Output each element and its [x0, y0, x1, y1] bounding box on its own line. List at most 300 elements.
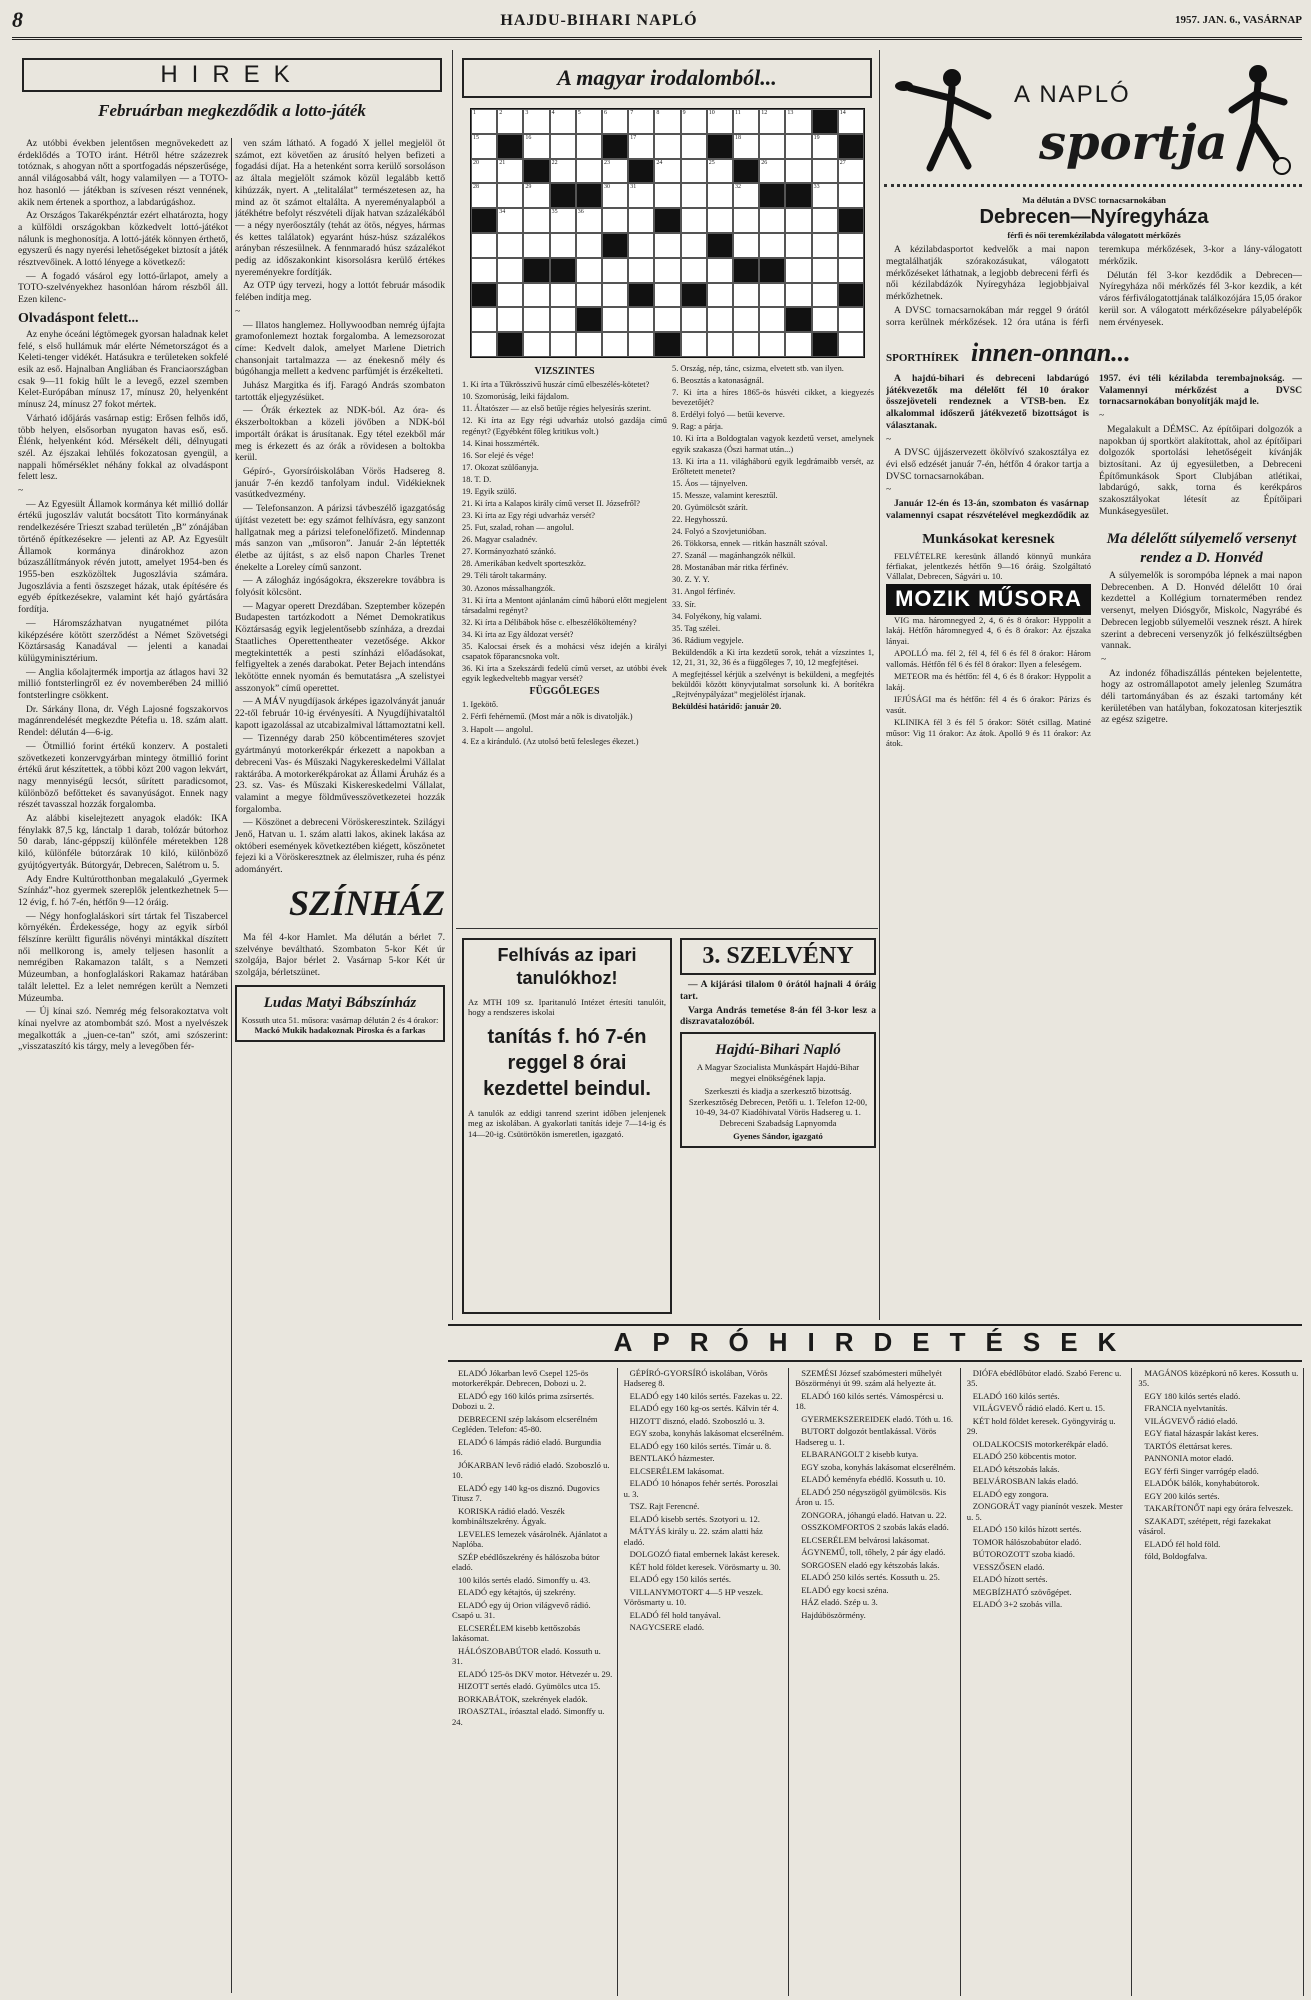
mozi-entry: METEOR ma és hétfőn: fél 4, 6 és 8 órakor: Hyppolit a lakáj. — [886, 671, 1091, 692]
crossword-clue: 28. Amerikában kedvelt sporteszköz. — [462, 559, 586, 569]
deadline: Beküldési határidő: január 20. — [672, 702, 782, 712]
crossword-cell — [550, 332, 576, 357]
crossword-cell — [550, 183, 576, 208]
classified-ad: ELADÓ keményfa ebédlő. Kossuth u. 10. — [801, 1474, 946, 1485]
classified-ad: ELADÓ 250 négyszögöl gyümölcsös. Kis Áron u. 15. — [795, 1486, 947, 1508]
crossword-cell — [602, 307, 628, 332]
classified-ad: ELADÓ fél hold föld. — [1144, 1538, 1221, 1549]
crossword-cell: 22 — [550, 159, 576, 184]
crossword-cell — [759, 307, 785, 332]
impressum-sub: A Magyar Szocialista Munkáspárt Hajdú-Bihar megyei elnökségének lapja. — [696, 1062, 860, 1083]
crossword-cell — [497, 134, 523, 159]
sport-lower — [886, 527, 1302, 750]
separator-tilde: ~ — [18, 485, 24, 497]
ludas-address: Kossuth utca 51. műsora: vasárnap délután 2 és 4 órakor: — [241, 1014, 439, 1025]
news-item: — A zálogház ingóságokra, ékszerekre továbbra is folyósít kölcsönt. — [235, 575, 445, 599]
news-item: Dr. Sárkány Ilona, dr. Végh Lajosné fogszakorvos magánrendelését megkezdte Pétefia u. 18. szám alatt. Rendel: délután 4—6-ig. — [18, 703, 228, 739]
crossword-cell: 12 — [759, 109, 785, 134]
sport-kicker: Ma délután a DVSC tornacsarnokában — [1022, 195, 1166, 205]
crossword-cell — [654, 208, 680, 233]
solution-note-2: A megfejtéssel kérjük a szelvényt is beküldeni, a megfejtés beküldői között könyvjutalmat sorsolunk ki. A borítékra „Rejtvénypályázat” megjelölést írjanak. — [672, 670, 874, 700]
classified-ad: ELADÓ egy 160 kilós sertés. Tímár u. 8. — [629, 1440, 772, 1451]
classified-ad: KORISKA rádió eladó. Veszék kombináltszekrény. Ágyak. — [452, 1505, 565, 1527]
crossword-cell — [471, 258, 497, 283]
sport-paragraph: A kézilabdasportot kedvelők a mai napon megtalálhatják szórakozásukat, válogatott mérkőzéseket láthatnak, a legjobb debreceni férfi és női kézilabdázók Nyíregyháza legjobbjaival mérkőzhetnek. — [886, 244, 1089, 303]
mozi-entry: VIG ma. háromnegyed 2, 4, 6 és 8 órakor: Hyppolit a lakáj. Hétfőn háromnegyed 4, 6 és 8 órakor: Az éjszaka lányai. — [886, 614, 1091, 646]
classified-ad: BUTORT dolgozót bentlakással. Vörös Hadsereg u. 1. — [795, 1426, 937, 1447]
crossword-cell — [628, 258, 654, 283]
crossword-cell: 6 — [602, 109, 628, 134]
crossword-cell — [785, 159, 811, 184]
crossword-clue: 26. Tökkorsa, ennek — ritkán használt szóval. — [672, 539, 828, 549]
classified-ad: HÁLÓSZOBABÚTOR eladó. Kossuth u. 31. — [452, 1645, 601, 1667]
szelveny-impressum-col — [680, 934, 876, 1319]
crossword-cell — [654, 233, 680, 258]
classified-ad: 100 kilós sertés eladó. Simonffy u. 43. — [458, 1574, 591, 1585]
crossword-clue: 15. Messze, valamint keresztűl. — [672, 490, 778, 500]
separator-tilde: ~ — [1099, 410, 1105, 422]
classified-ad: EGY 200 kilós sertés. — [1144, 1490, 1220, 1501]
crossword-cell — [812, 307, 838, 332]
crossword-cell: 27 — [838, 159, 864, 184]
sport-column — [886, 195, 1302, 1320]
impressum-title: Hajdú-Bihari Napló — [715, 1042, 841, 1059]
vizszintes-heading: VIZSZINTES — [534, 366, 595, 377]
crossword-cell — [628, 208, 654, 233]
sport-logo — [884, 52, 1302, 187]
separator-tilde: ~ — [886, 433, 892, 445]
crossword-cell — [523, 159, 549, 184]
article-paragraph: — A fogadó vásárol egy lottó-űrlapot, amely a TOTO-szelvényekhez hasonlóan három részből áll. Ezen kilenc- — [18, 270, 228, 306]
impressum-box — [680, 1032, 876, 1148]
crossword-cell — [681, 208, 707, 233]
sport-news-item: A DVSC újjászervezett ökölvívó szakosztálya ez évi első edzését január 7-én, hétfőn 4 órakor tartja a DVSC tornacsarnokában. — [886, 447, 1089, 482]
news-item: — Háromszázhatvan nyugatnémet pilóta kiképzésére kötött szerződést a Német Szövetségi Köztársaság Kanadával — jelenti a kanadai külügyminisztérium. — [18, 617, 228, 664]
crossword-clue: 21. Ki írta a Kalapos király című verset II. Józsefről? — [462, 498, 640, 508]
classified-ad: ELADÓ egy 150 kilós sertés. — [629, 1574, 732, 1585]
crossword-clue: 22. Hegyhosszú. — [672, 515, 728, 525]
classified-ad: ELADÓ 125-ös DKV motor. Hétvezér u. 29. — [458, 1668, 613, 1679]
sport-news-item: Megalakult a DÉMSC. Az építőipari dolgozók a napokban új sportkört alakítottak, ahol az építőipari dolgozók sportolási lehetőségeit kívánják biztosítani. Az új egyesületben, a Debreceni Építőmunkások Sport Clubjában atlétikai, labdarúgó, sakk, torna és kerékpáros szakosztályokat létesít az Építőipari Munkásegyesület. — [1099, 423, 1302, 517]
crossword-cell: 24 — [654, 159, 680, 184]
szinhaz-program: Ma fél 4-kor Hamlet. Ma délután a bérlet 7. szelvénye beváltható. Szombaton 5-kor Két úr szolgája, Bajor bérlet 2. Vasárnap 5-kor Két úr szolgája, bérletszünet. — [235, 931, 445, 978]
crossword-cell — [523, 258, 549, 283]
crossword-cell — [681, 183, 707, 208]
crossword-cell — [654, 134, 680, 159]
crossword-cell — [628, 307, 654, 332]
classified-ad: HÁZ eladó. Szép u. 3. — [801, 1597, 878, 1608]
crossword-cell — [550, 233, 576, 258]
classified-ad: MEGBÍZHATÓ szövőgépet. — [972, 1586, 1072, 1597]
classified-ad: TARTÓS élettársat keres. — [1144, 1440, 1233, 1451]
classified-ad: ZONGORÁT vagy pianínót veszek. Mester u. 5. — [966, 1501, 1123, 1522]
crossword-clue: 3. Hapolt — angolul. — [462, 724, 533, 734]
crossword-cell — [785, 208, 811, 233]
classified-ad: ELADÓ egy kétajtós, új szekrény. — [458, 1587, 576, 1598]
sport-logo-a: A NAPLÓ — [1014, 81, 1131, 108]
crossword-cell — [759, 233, 785, 258]
crossword-clue: 23. Ki írta az Egy régi udvarház versét? — [462, 511, 596, 521]
crossword-clue: 31. Ki írta a Mentont ajánlanám című háború előtt megjelent társadalmi regényt? — [462, 595, 667, 615]
classified-ad: KÉT hold földet keresek. Gyöngyvirág u. 29. — [966, 1415, 1116, 1437]
crossword-cell: 4 — [550, 109, 576, 134]
crossword-clue: 7. Ki írta a híres 1865-ös húsvéti cikket, a kiegyezés bevezetőjét? — [672, 388, 874, 408]
crossword-clue: 28. Mostanában már ritka férfinév. — [672, 563, 789, 573]
classified-ad: EGY fiatal házaspár lakást keres. — [1144, 1428, 1259, 1439]
crossword-cell — [838, 183, 864, 208]
crossword-cell — [576, 233, 602, 258]
crossword-clue: 11. Áltatószer — az első betűje régies helyesírás szerint. — [462, 404, 651, 414]
news-item: — A MÁV nyugdíjasok árképes igazolványát január 22-től február 10-ig érvényesíti. A Nyugdíjhivataltól kapott igazolással az utcabizalmival láttamoztatni kell. — [235, 696, 445, 731]
classified-ad: EGY férfi Singer varrógép eladó. — [1144, 1465, 1259, 1476]
crossword-cell: 16 — [523, 134, 549, 159]
crossword-cell: 33 — [812, 183, 838, 208]
sport-paragraph: A DVSC tornacsarnokában már reggel 9 órától sorra kerülnek mérkőzések. 12 óra utána is férfi teremkupa mérkőzések, 3-kor a lány-válogatott mérkőzik. — [886, 244, 1302, 328]
olvadas-headline: Olvadáspont felett... — [18, 310, 139, 326]
crossword-cell: 7 — [628, 109, 654, 134]
news-item: — Órák érkeztek az NDK-ból. Az óra- és ékszerboltokban a közeli jövőben a NDK-ból importált órákat is árusítanak. Egy tétel ezekből már meg is érkezett és az órák a rövidesen a boltokba kerül. — [235, 405, 445, 464]
mozi-entry: APOLLÓ ma. fél 2, fél 4, fél 6 és fél 8 órakor: Három vallomás. Hétfőn fél 6 és fél 8 órakor: Ilyen a feleségem. — [886, 648, 1091, 669]
irodalom-title: A magyar irodalomból... — [462, 58, 872, 98]
news-item: Gépíró-, Gyorsíróiskolában Vörös Hadsereg 8. január 7-én kezdő tanfolyam indul. Vidékieknek vasútkedvezmény. — [235, 465, 445, 501]
crossword-cell: 14 — [838, 109, 864, 134]
ludas-title: Ludas Matyi Bábszínház — [263, 994, 417, 1011]
crossword-grid — [470, 108, 865, 358]
crossword-clues-left — [462, 364, 667, 924]
classified-ad: ELADÓ egy zongora. — [972, 1488, 1049, 1499]
crossword-clues-right — [672, 364, 874, 924]
article-paragraph: ven szám látható. A fogadó X jellel megjelöl öt számot, ezt követően az árusító helyen befizeti a fogadási díjat. Ha a hetenként sorra kerülő sorsoláson az általa megjelölt számok közül legalább kettő kihúzzák, nyert. A „telitalálat” természetesen az, ha mind az öt számot eltalálta. A nyereményalapból a játékhétre befolyt részvételi díjak hatvan százalékából — a négy nyerőosztály (tehát az ötös, négyes, hármas és kettes találatok) egyaránt húsz-húsz százalékos arányban részesülnek. A fennmaradó húsz százalékot pedig az időszakonkint kisorsolásra kerülő értékes nyereményekre fordítják. — [235, 138, 445, 278]
innen-columns — [886, 373, 1302, 521]
crossword-cell — [681, 134, 707, 159]
crossword-cell — [602, 134, 628, 159]
crossword-cell — [602, 208, 628, 233]
crossword-clue: 27. Szanál — magánhangzók nélkül. — [672, 551, 796, 561]
crossword-cell — [838, 307, 864, 332]
hirek-column-2 — [235, 138, 445, 1998]
ad-column — [452, 1368, 618, 1996]
crossword-cell — [785, 258, 811, 283]
crossword-cell: 18 — [733, 134, 759, 159]
classified-ad: ELADÓ hízott sertés. — [972, 1574, 1048, 1585]
felhivas-box — [462, 934, 672, 1319]
crossword-clue: 5. Ország, nép, tánc, csizma, elvetett stb. van ilyen. — [672, 364, 844, 373]
hirek-section-title: HIREK — [22, 58, 442, 92]
crossword-cell — [654, 307, 680, 332]
masthead — [12, 4, 1302, 40]
crossword-clue: 34. Ki írta az Egy áldozat versét? — [462, 629, 574, 639]
classified-ad: DOLGOZÓ fiatal embernek lakást keresek. — [629, 1549, 780, 1560]
crossword-clue: 18. T. D. — [462, 474, 492, 484]
crossword-clue: 27. Kormányozható szánkó. — [462, 547, 556, 557]
sport-lower-left — [886, 527, 1091, 750]
crossword-cell — [785, 134, 811, 159]
classified-ad: ELADÓ 250 kilós sertés. Kossuth u. 25. — [801, 1572, 940, 1583]
sport-news-item: Január 12-én és 13-án, szombaton és vasárnap valamennyi csapat részvételével megkezdődik az 1957. évi téli kézilabda terembajnokság. — Valamennyi mérkőzést a DVSC tornacsarnokában bonyolítják majd le. — [886, 373, 1302, 521]
ad-column — [967, 1368, 1133, 1996]
crossword-clue: 13. Ki írta a 11. világháború egyik legdrámaibb versét, az Erőltetett menetet? — [672, 456, 874, 476]
classified-ad: BÚTOROZOTT szoba kiadó. — [972, 1549, 1075, 1560]
news-item: — Az Egyesült Államok kormánya két millió dollár értékű jugoszláv valutát bocsátott Tito kormányának rendelkezésére Trieszt szabad területén „B” zónájában történő építkezésekre — jelenti az AP. Az Egyesült Államok kormánya dinárokhoz azon búzaszállítmányok révén jutott, amelyet 1954-ben és 1955-ben eszközöltek Jugoszlávia számára. Jugoszlávia a fenti öszszeget házak, utak építésére és egyéb építkezésekre, valamint két hajó gyártására fordítja. — [18, 498, 228, 616]
classified-ad: HIZOTT disznó, eladó. Szoboszló u. 3. — [629, 1415, 765, 1426]
column-rule — [231, 138, 232, 1993]
classified-ad: SORGOSEN eladó egy kétszobás lakás. — [801, 1559, 940, 1570]
column-rule — [452, 50, 453, 1320]
crossword-cell — [550, 307, 576, 332]
crossword-clue: 30. Z. Y. Y. — [672, 575, 710, 585]
classified-ad: ZONGORA, jóhangú eladó. Hatvan u. 22. — [801, 1509, 947, 1520]
crossword-cell — [602, 233, 628, 258]
classified-ad: ELADÓ 10 hónapos fehér sertés. Poroszlai u. 3. — [623, 1478, 779, 1499]
news-item: Az enyhe óceáni légtömegek gyorsan haladnak kelet felé, s első hullámuk már elérte Németországot és a Keleti-tenger vidékét. Hatásukra e területeken sokfelé esik az eső. Hajnalban Angliában és Franciaországban csak 9—11 fokig hűlt le a levegő, ezzel szemben Kelet-Európában mínusz 17, mínusz 20, helyenként mínusz 24, mínusz 27 fokot mértek. — [18, 328, 228, 411]
crossword-cell: 8 — [654, 109, 680, 134]
crossword-cell: 17 — [628, 134, 654, 159]
crossword-cell — [785, 307, 811, 332]
crossword-cell: 1 — [471, 109, 497, 134]
classified-ad: ELADÓ 6 lámpás rádió eladó. Burgundia 16. — [452, 1436, 602, 1458]
crossword-cell — [785, 332, 811, 357]
crossword-clue: 32. Ki írta a Délibábok hőse c. elbeszélőköltemény? — [462, 617, 637, 627]
crossword-cell: 9 — [681, 109, 707, 134]
crossword-cell — [523, 283, 549, 308]
news-item: — Telefonsanzon. A párizsi távbeszélő igazgatóság újítást vezetett be: egy számot felhívásra, egy sanzont hallgatnak meg a párizsi telefonelőfizető. Mindennap más sanzon van „műsoron”. Január 2-án léptették életbe az újítást, s az első napon Charles Trenet énekelte a Loreley című sanzont. — [235, 503, 445, 573]
crossword-cell — [733, 159, 759, 184]
crossword-cell — [471, 307, 497, 332]
crossword-cell — [628, 283, 654, 308]
crossword-cell — [733, 233, 759, 258]
crossword-clue: 12. Ki írta az Egy régi udvarház utolsó gazdája című regényt? (Egyébként főleg kritikus volt.) — [462, 416, 667, 436]
news-item: — Új kínai szó. Nemrég még felsorakoztatva volt kínai nyelvre az atombombát szó. Most a nyelvészek megalkották a „juen-ce-tan” szót, ami szószerint: „visszataszító kis tárgy, mely a levegőben fér- — [18, 1006, 228, 1053]
crossword-cell — [497, 307, 523, 332]
classified-ad: ELADÓ egy 140 kg-os disznó. Dugovics Titusz 7. — [452, 1482, 600, 1504]
classified-ad: GYERMEKSZEREIDEK eladó. Tóth u. 16. — [801, 1413, 954, 1424]
crossword-clue: 33. Sír. — [672, 599, 696, 609]
mozi-list — [886, 615, 1091, 749]
news-item: — Köszönet a debreceni Vöröskereszintek. Szilágyi Jenő, Hatvan u. 1. szám alatti lakos, akinek lakása az októberi események következtében kiégett, köszönetet fejezi ki a Vöröskeresztnek az élelmiszer, ruha és pénz adományért. — [235, 817, 445, 876]
crossword-cell — [681, 258, 707, 283]
crossword-cell — [707, 307, 733, 332]
crossword-cell: 2 — [497, 109, 523, 134]
crossword-cell — [812, 283, 838, 308]
crossword-cell — [497, 233, 523, 258]
sulyemelo-body: A súlyemelők is sorompóba lépnek a mai napon Debrecenben. A D. Honvéd délelőtt 10 órai kezdettel a Kollégium tornatermében rendez versenyt, melyen Diósgyőr, Miskolc, Nagyrábé és Debrecen legjobb súlyemelői vesznek részt. A hírek szerint a debreceni versenyzők jó felkészültségben vannak. — [1101, 570, 1302, 652]
crossword-cell — [550, 258, 576, 283]
ad-column — [624, 1368, 790, 1996]
crossword-cell — [497, 258, 523, 283]
classified-ad: VESSZŐSEN eladó. — [972, 1561, 1045, 1572]
news-item: — Ötmillió forint értékű konzerv. A postaleti szövetkezeti konzervgyárban mintegy ötmillió forint értékű árut készítettek, a többi közt 200 vagon lekvárt, nagy mennyiségű lecsót, sűrített paradicsomot, különböző befőtteket és savanyúságot. Ennek nagy részét tavasszal hozzák forgalomba. — [18, 740, 228, 811]
classified-ad: OSSZKOMFORTOS 2 szobás lakás eladó. — [801, 1522, 949, 1533]
news-item: Az alábbi kiselejtezett anyagok eladók: IKA fénylakk 87,5 kg, lánctalp 1 darab, tolózár bútorhoz 50 darab, lánc-géppszíj különféle méretekben 128 kiló, különféle bútorzárak 10 kiló, különböző gyújtógyertyák. Bútorgyár, Debrecen, Salétrom u. 5. — [18, 813, 228, 871]
classified-ad: EGY szoba, konyhás lakásomat elcserélném. — [801, 1461, 956, 1472]
felhivas-bold: tanítás f. hó 7-én reggel 8 órai kezdettel beindul. — [483, 1025, 651, 1100]
crossword-cell — [628, 332, 654, 357]
crossword-cell — [681, 283, 707, 308]
crossword-cell — [785, 233, 811, 258]
footballer-icon — [1218, 58, 1298, 178]
crossword-cell — [471, 283, 497, 308]
mozi-entry: KLINIKA fél 3 és fél 5 órakor: Sötét csillag. Matiné műsor: Vig 11 órakor: Az átok. Apolló 9 és 11 órakor: Az átok. — [886, 717, 1091, 749]
crossword-clue: 16. Sor elejé és vége! — [462, 450, 534, 460]
hirek-column-1 — [18, 138, 228, 1998]
crossword-cell — [838, 258, 864, 283]
crossword-cell — [812, 208, 838, 233]
classified-ad: TOMOR hálószobabútor eladó. — [972, 1536, 1082, 1547]
mozi-title: MOZIK MŰSORA — [886, 584, 1091, 615]
fuggoleges-heading: FÜGGŐLEGES — [529, 686, 600, 698]
varga-note: Varga András temetése 8-án fél 3-kor lesz a diszravatalozóból. — [680, 1004, 876, 1028]
crossword-cell — [628, 233, 654, 258]
crossword-cell — [681, 332, 707, 357]
crossword-clue: 26. Magyar csaladnév. — [462, 535, 538, 545]
classified-ad: ELBARANGOLT 2 kisebb kutya. — [801, 1449, 919, 1460]
classified-ad: ELADÓ 150 kilós hízott sertés. — [972, 1524, 1082, 1535]
mozi-entry: IFJÚSÁGI ma és hétfőn: fél 4 és 6 órakor: Párizs és vasút. — [886, 694, 1091, 715]
separator-tilde: ~ — [235, 305, 241, 317]
classified-ad: VILÁGVEVŐ rádió eladó. — [1144, 1415, 1238, 1426]
crossword-cell — [654, 258, 680, 283]
crossword-cell: 26 — [759, 159, 785, 184]
felhivas-frame — [462, 938, 672, 1314]
sport-lead-columns — [886, 244, 1302, 329]
ludas-matyi-box — [235, 985, 445, 1042]
crossword-cell — [576, 332, 602, 357]
crossword-cell — [576, 307, 602, 332]
classified-ad: ELADÓ egy új Orion világvevő rádió. Csapó u. 31. — [452, 1599, 591, 1621]
crossword-clue: 15. Áos — tájnyelven. — [672, 478, 748, 488]
classified-ad: ELADÓ 3+2 szobás villa. — [972, 1599, 1063, 1610]
crossword-cell: 10 — [707, 109, 733, 134]
crossword-cell — [759, 183, 785, 208]
ludas-show: Mackó Mukik hadakoznak Piroska és a farkas — [254, 1025, 426, 1036]
crossword-cell — [838, 233, 864, 258]
crossword-cell — [759, 134, 785, 159]
crossword-cell: 15 — [471, 134, 497, 159]
classified-ad: ELADÓ 250 köbcentis motor. — [972, 1451, 1077, 1462]
crossword-clue: 20. Gyümölcsöt szárít. — [672, 502, 748, 512]
crossword-cell: 20 — [471, 159, 497, 184]
sport-logo-b: sportja — [1039, 115, 1228, 171]
crossword-cell — [812, 233, 838, 258]
classified-ad: ELADÓ kétszobás lakás. — [972, 1463, 1060, 1474]
news-item: — Tizennégy darab 250 köbcentiméteres szovjet gyártmányú motorkerékpár érkezett a napokban a debreceni Vas- és Műszaki Nagykereskedelmi Vállalat raktárába. A motorkerékpárokat az Állami Áruház és a 23. sz. Vas- és Műszaki Kiskereskedelmi Vállalat, valamint a megye földművesszövetkezetei hozzák forgalomba. — [235, 733, 445, 815]
crossword-cell — [654, 183, 680, 208]
crossword-clue: 19. Egyik szülő. — [462, 486, 517, 496]
crossword-cell — [550, 134, 576, 159]
crossword-cell: 35 — [550, 208, 576, 233]
crossword-cell — [838, 208, 864, 233]
crossword-cell — [576, 258, 602, 283]
classified-ad: BORKABÁTOK, szekrények eladók. — [458, 1693, 588, 1704]
crossword-cell — [785, 283, 811, 308]
classified-ad: MAGÁNOS középkorú nő keres. Kossuth u. 35. — [1138, 1368, 1299, 1389]
crossword-clue: 17. Okozat szülőanyja. — [462, 462, 539, 472]
innen-header — [886, 337, 1302, 369]
classified-ad: BELVÁROSBAN lakás eladó. — [972, 1476, 1079, 1487]
crossword-cell — [707, 183, 733, 208]
news-item: Ady Endre Kultúrotthonban megalakuló „Gyermek Színház”-hoz gyermek szereplők jelentkezhetnek 5—12 évig, f. hó 7-én, hétfőn 9—12 óráig. — [18, 873, 228, 908]
classified-ad: VILÁGVEVŐ rádió eladó. Kert u. 15. — [972, 1403, 1105, 1414]
classified-ad: ELADÓ egy 140 kilós sertés. Fazekas u. 22. — [629, 1390, 783, 1401]
impressum-director: Gyenes Sándor, igazgató — [733, 1131, 823, 1142]
crossword-cell — [812, 258, 838, 283]
szelveny-badge: 3. SZELVÉNY — [680, 938, 876, 975]
crossword-clue: 35. Tag szélei. — [672, 623, 721, 633]
sport-headline: Debrecen—Nyíregyháza — [979, 206, 1209, 229]
crossword-cell: 3 — [523, 109, 549, 134]
classified-ad: HIZOTT sertés eladó. Gyümölcs utca 15. — [458, 1681, 601, 1692]
crossword-cell — [733, 283, 759, 308]
crossword-cell — [576, 283, 602, 308]
crossword-clue: 8. Erdélyi folyó — betűi keverve. — [672, 410, 785, 420]
crossword-clue: 34. Folyékony, híg valami. — [672, 611, 762, 621]
crossword-cell — [497, 332, 523, 357]
crossword-clue: 10. Ki írta a Boldogtalan vagyok kezdetű verset, amelynek egyik szakasza (Ószi harmat után...) — [672, 434, 874, 454]
article-paragraph: Az OTP úgy tervezi, hogy a lottót február második felében indítja meg. — [235, 280, 445, 304]
crossword-cell — [812, 332, 838, 357]
crossword-cell — [654, 283, 680, 308]
crossword-cell — [576, 134, 602, 159]
crossword-cell — [707, 258, 733, 283]
crossword-cell — [602, 258, 628, 283]
fuggoleges-clues-a — [462, 700, 667, 746]
section-rule — [456, 928, 878, 929]
paper-title: HAJDU-BIHARI NAPLÓ — [500, 11, 698, 29]
crossword-cell: 23 — [602, 159, 628, 184]
classified-ad: ELADÓ Jókarban levő Csepel 125-ös motorkerékpár. Debrecen, Dobozi u. 2. — [452, 1368, 589, 1389]
classified-ad: ELADÓ fél hold tanyával. — [629, 1609, 721, 1620]
crossword-clue: 4. Ez a kiránduló. (Az utolsó betű felesleges ékezet.) — [462, 736, 639, 746]
fuggoleges-clues-b — [672, 364, 874, 646]
munkas-headline: Munkásokat keresnek — [922, 532, 1055, 548]
discus-thrower-icon — [890, 58, 1010, 178]
classified-ad: ELADÓK bálók, konyhabútorok. — [1144, 1478, 1260, 1489]
classified-ad: PANNONIA motor eladó. — [1144, 1453, 1234, 1464]
classified-ad: GÉPÍRÓ-GYORSÍRÓ iskolában, Vörös Hadsereg 8. — [623, 1368, 768, 1389]
crossword-cell — [838, 332, 864, 357]
crossword-cell — [838, 283, 864, 308]
crossword-cell: 32 — [733, 183, 759, 208]
classified-ad: EGY 180 kilós sertés eladó. — [1144, 1390, 1241, 1401]
crossword-cell — [523, 307, 549, 332]
classified-ad: BENTLAKÓ házmester. — [629, 1453, 715, 1464]
classified-ad: LEVELES lemezek vásárolnék. Ajánlatot a Naplóba. — [452, 1528, 608, 1550]
classified-ad: ÁGYNEMŰ, toll, tőhely, 2 pár ágy eladó. — [801, 1547, 946, 1558]
classified-ad: SZÉP ebédlőszekrény és hálószoba bútor eladó. — [452, 1551, 600, 1573]
crossword-cell — [628, 159, 654, 184]
crossword-cell — [681, 159, 707, 184]
lead-head-wrap — [18, 98, 446, 136]
crossword-cell — [759, 332, 785, 357]
tilalom-note: — A kijárási tilalom 0 órától hajnali 4 óráig tart. — [680, 979, 876, 1002]
classified-ad: fóld, Boldogfalva. — [1144, 1551, 1208, 1562]
indonez-body: Az indonéz főhadiszállás pénteken bejelentette, hogy az ostromállapotot amely jelenleg Szumátra déli tartományában és az északi tartomány két kerületében van hatályban, fokozatosan kiterjesztik az egész szigetre. — [1101, 667, 1302, 726]
crossword-cell — [576, 159, 602, 184]
crossword-clue: 9. Rag: a párja. — [672, 422, 723, 432]
crossword-cell — [733, 307, 759, 332]
separator-tilde: ~ — [1101, 653, 1107, 665]
crossword-cell — [497, 283, 523, 308]
crossword-cell — [707, 283, 733, 308]
sport-lower-right — [1101, 527, 1302, 750]
classified-ad: SZAKADT, szétépett, régi fazekakat vásárol. — [1138, 1515, 1271, 1537]
article-paragraph: Az Országos Takarékpénztár ezért elhatározta, hogy a külföldi országokban közkedvelt lottó-játékot nálunk is meghonosítja. A lottó-játék könnyen érthető, egyszerű és nagy nyerési lehetőségeket biztosít a játék résztvevőinek. A lottó lényege a következő: — [18, 210, 228, 269]
classified-ad: ELCSERÉLEM belvárosi lakásomat. — [801, 1534, 930, 1545]
vizszintes-clues — [462, 380, 667, 684]
crossword-cell — [759, 283, 785, 308]
page-number: 8 — [12, 7, 23, 33]
crossword-cell — [733, 258, 759, 283]
